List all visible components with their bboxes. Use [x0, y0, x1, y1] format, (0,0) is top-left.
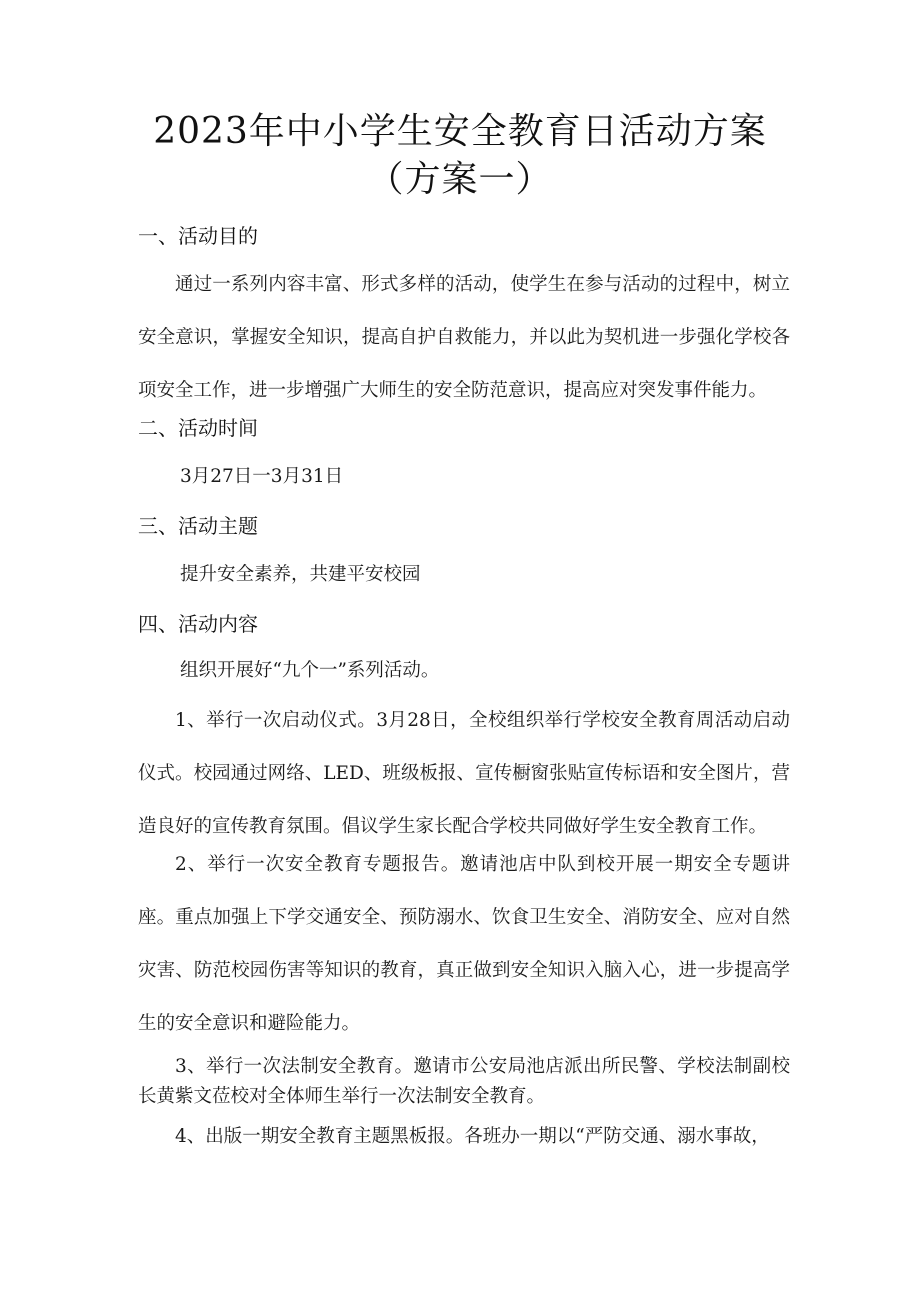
- content-intro: 组织开展好“九个一”系列活动。: [180, 660, 440, 681]
- section-body-time: 3月27日一3月31日: [180, 466, 344, 487]
- content-item-1: 1、举行一次启动仪式。3月28日，全校组织举行学校安全教育周活动启动仪式。校园通过网络、LED、班级板报、宣传橱窗张贴宣传标语和安全图片，营造良好的宣传教育氛围。倡议学生家长配合学校共同做好学生安全教育工作。: [138, 710, 790, 837]
- section-body-purpose: 通过一系列内容丰富、形式多样的活动，使学生在参与活动的过程中，树立安全意识，掌握安全知识，提高自护自救能力，并以此为契机进一步强化学校各项安全工作，进一步增强广大师生的安全防范意识，提高应对突发事件能力。: [138, 274, 790, 401]
- section-heading-theme: 三、活动主题: [138, 514, 258, 538]
- document-subtitle: （方案一）: [367, 159, 553, 200]
- content-item-2: 2、举行一次安全教育专题报告。邀请池店中队到校开展一期安全专题讲座。重点加强上下学交通安全、预防溺水、饮食卫生安全、消防安全、应对自然灾害、防范校园伤害等知识的教育，真正做到安全知识入脑入心，进一步提高学生的安全意识和避险能力。: [138, 854, 790, 1034]
- content-item-4: 4、出版一期安全教育主题黑板报。各班办一期以“严防交通、溺水事故，: [175, 1126, 770, 1147]
- section-heading-time: 二、活动时间: [138, 416, 258, 440]
- section-heading-purpose: 一、活动目的: [138, 224, 258, 248]
- section-body-theme: 提升安全素养，共建平安校园: [180, 564, 421, 585]
- section-heading-content: 四、活动内容: [138, 612, 258, 636]
- content-item-3: 3、举行一次法制安全教育。邀请市公安局池店派出所民警、学校法制副校长黄紫文莅校对全体师生举行一次法制安全教育。: [138, 1056, 790, 1107]
- document-title: 2023年中小学生安全教育日活动方案: [153, 111, 767, 152]
